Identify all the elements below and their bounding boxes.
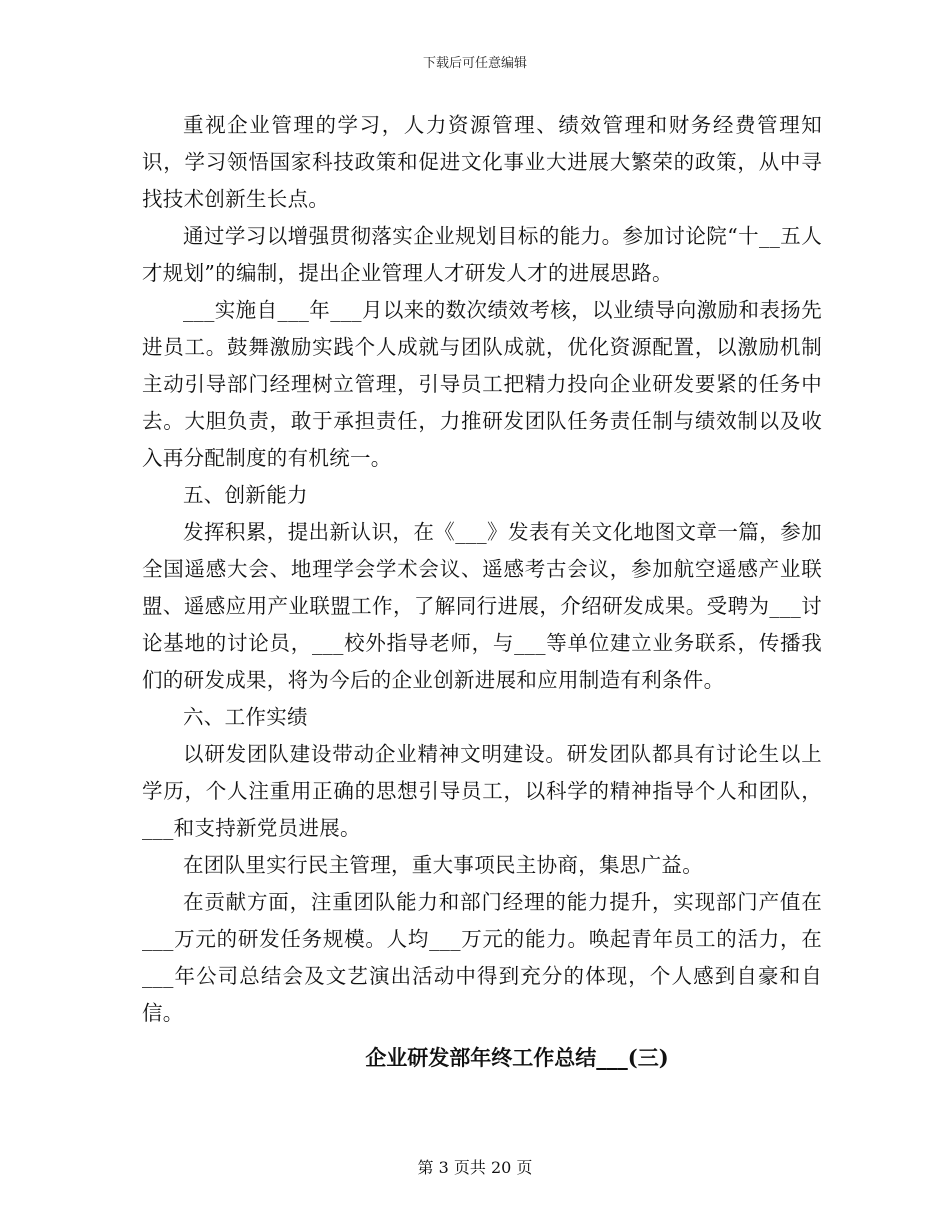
paragraph: 发挥积累，提出新认识，在《___》发表有关文化地图文章一篇，参加全国遥感大会、地理学会学术会议、遥感考古会议，参加航空遥感产业联盟、遥感应用产业联盟工作，了解同行进展，介绍研发成果。受聘为___讨论基地的讨论员，___校外指导老师，与___等单位建立业务联系，传播我们的研发成果，将为今后的企业创新进展和应用制造有利条件。: [142, 520, 822, 692]
paragraph: 在贡献方面，注重团队能力和部门经理的能力提升，实现部门产值在___万元的研发任务规模。人均___万元的能力。唤起青年员工的活力，在___年公司总结会及文艺演出活动中得到充分的体现，个人感到自豪和自信。: [142, 890, 822, 1025]
paragraph: 以研发团队建设带动企业精神文明建设。研发团队都具有讨论生以上学历，个人注重用正确的思想引导员工，以科学的精神指导个人和团队，___和支持新党员进展。: [142, 742, 822, 840]
page-header: 下载后可任意编辑: [422, 56, 527, 71]
section-heading-innovation: 五、创新能力: [183, 483, 308, 507]
section-heading-achievements: 六、工作实绩: [183, 705, 308, 729]
section-title: 企业研发部年终工作总结___(三): [365, 1045, 669, 1070]
document-body: [142, 107, 822, 1078]
page-footer: 第 3 页共 20 页: [417, 1158, 533, 1177]
paragraph: 通过学习以增强贯彻落实企业规划目标的能力。参加讨论院“十__五人才规划”的编制，提出企业管理人才研发人才的进展思路。: [142, 224, 822, 285]
paragraph: 重视企业管理的学习，人力资源管理、绩效管理和财务经费管理知识，学习领悟国家科技政策和促进文化事业大进展大繁荣的政策，从中寻找技术创新生长点。: [142, 113, 822, 211]
paragraph: 在团队里实行民主管理，重大事项民主协商，集思广益。: [183, 853, 703, 877]
paragraph: ___实施自___年___月以来的数次绩效考核，以业绩导向激励和表扬先进员工。鼓舞激励实践个人成就与团队成就，优化资源配置，以激励机制主动引导部门经理树立管理，引导员工把精力投向企业研发要紧的任务中去。大胆负责，敢于承担责任，力推研发团队任务责任制与绩效制以及收入再分配制度的有机统一。: [142, 298, 822, 470]
